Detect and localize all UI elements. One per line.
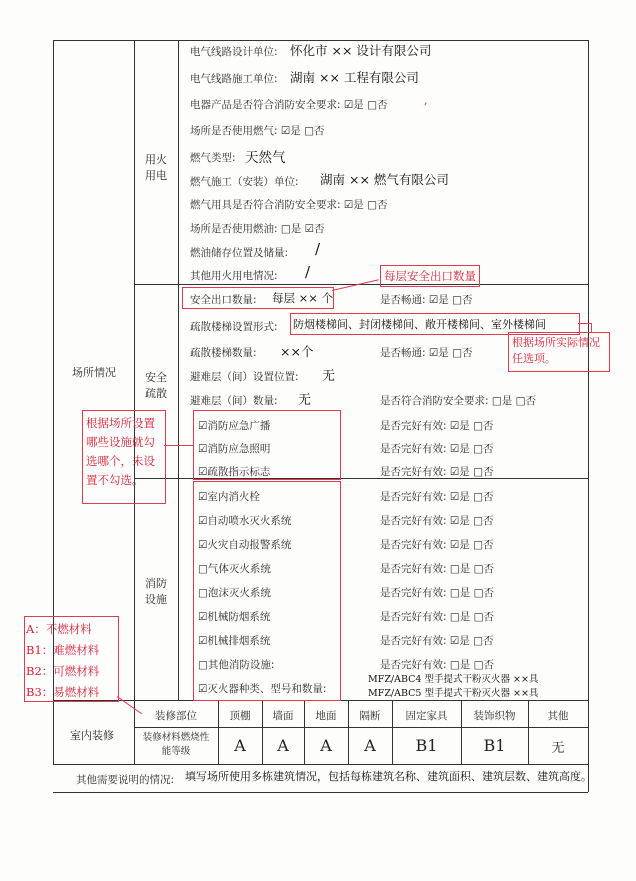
other-fire-value: /	[305, 263, 311, 281]
oil-storage-label: 燃油储存位置及储量:	[190, 247, 289, 259]
decor-header-label: 装修部位	[155, 710, 197, 722]
exits-note-connector	[332, 279, 379, 291]
fire-item-status: 是否完好有效: ☑是 □否	[380, 635, 494, 647]
col-divider-2	[178, 40, 179, 700]
fire-item-status: 是否完好有效: ☑是 □否	[380, 539, 494, 551]
decor-value-other: 无	[551, 741, 565, 756]
gas-use: 场所是否使用燃气: ☑是 □否	[190, 125, 325, 137]
fire-item-status: 是否完好有效: ☑是 □否	[380, 491, 494, 503]
decor-col-fabric: 装饰织物	[473, 710, 516, 722]
fire-item: ☑室内消火栓	[198, 491, 260, 503]
evac-item-status: 是否完好有效: ☑是 □否	[380, 466, 494, 478]
gas-type-label: 燃气类型:	[190, 152, 236, 164]
section-divider-4	[53, 764, 588, 765]
legend-item: B3：易燃材料	[26, 685, 100, 699]
other-fire-label: 其他用火用电情况:	[190, 270, 278, 282]
design-unit-value: 怀化市 ×× 设计有限公司	[290, 43, 432, 58]
evac-item: ☑疏散指示标志	[198, 466, 271, 478]
legend-item: A：不燃材料	[26, 622, 92, 636]
stair-note-connector	[578, 323, 592, 324]
stair-count-label: 疏散楼梯数量:	[190, 347, 257, 359]
gas-appliance-compliance: 燃气用具是否符合消防安全要求: ☑是 □否	[190, 199, 388, 211]
evac-item: ☑消防应急广播	[198, 420, 271, 432]
decor-col-wall: 墙面	[272, 710, 294, 722]
refuge-count-label: 避难层（间）数量:	[190, 395, 278, 407]
exits-clear: 是否畅通: ☑是 □否	[380, 294, 473, 306]
evac-item: ☑消防应急照明	[198, 443, 271, 455]
fire-item-status: 是否完好有效: □是 □否	[380, 611, 495, 623]
oil-storage-value: /	[315, 240, 321, 258]
facility-note: 根据场所设置哪些设施就勾选哪个，未设置不勾选。	[86, 416, 155, 487]
refuge-count-value: 无	[298, 393, 312, 408]
decor-value-furniture: B1	[415, 736, 438, 755]
table-right-border	[588, 40, 589, 792]
other-notes-value: 填写场所使用多栋建筑情况，包括每栋建筑名称、建筑面积、建筑层数、建筑高度。	[185, 770, 592, 783]
decor-value-partition: A	[364, 736, 376, 755]
exits-note: 每层安全出口数量	[384, 269, 476, 283]
decor-col-furniture: 固定家具	[405, 710, 448, 722]
decor-col-other: 其他	[547, 710, 569, 722]
decor-value-floor: A	[320, 736, 332, 755]
gas-type-value: 天然气	[245, 150, 286, 166]
gas-install-value: 湖南 ×× 燃气有限公司	[320, 172, 449, 187]
legend-item: B2：可燃材料	[26, 664, 100, 678]
section-decor: 室内装修	[70, 729, 114, 742]
decor-row-divider	[134, 727, 588, 728]
extinguisher-line-2: MFZ/ABC5 型手提式干粉灭火器 ××具	[368, 688, 539, 699]
stair-count-clear: 是否畅通: ☑是 □否	[380, 347, 473, 359]
decor-value-fabric: B1	[483, 736, 506, 755]
oil-use: 场所是否使用燃油: □是 ☑否	[190, 223, 325, 235]
decor-row-label: 装修材料燃烧性能等级	[142, 732, 210, 757]
gas-install-label: 燃气施工（安装）单位:	[190, 176, 299, 188]
construct-unit-label: 电气线路施工单位:	[190, 73, 278, 85]
fire-item: ☑机械排烟系统	[198, 635, 271, 647]
elec-compliance: 电器产品是否符合消防安全要求: ☑是 □否	[190, 99, 388, 111]
stair-form-label: 疏散楼梯设置形式:	[190, 321, 278, 333]
section-fire-elec: 用火用电	[145, 153, 167, 182]
refuge-pos-label: 避难层（间）设置位置:	[190, 371, 299, 383]
extinguisher-line-1: MFZ/ABC4 型手提式干粉灭火器 ××具	[368, 674, 539, 685]
construct-unit-value: 湖南 ×× 工程有限公司	[290, 70, 419, 85]
decor-value-wall: A	[277, 736, 289, 755]
evac-item-status: 是否完好有效: ☑是 □否	[380, 420, 494, 432]
section-evac: 安全疏散	[145, 371, 167, 400]
fire-item: ☑机械防烟系统	[198, 611, 271, 623]
fire-item: □其他消防设施:	[198, 659, 275, 671]
decor-col-floor: 地面	[315, 710, 337, 722]
extinguisher-label: ☑灭火器种类、型号和数量:	[198, 683, 327, 695]
fire-item: ☑自动喷水灭火系统	[198, 515, 292, 527]
decor-value-ceiling: A	[234, 736, 246, 755]
legend-item: B1：难燃材料	[26, 643, 100, 657]
exits-value: 每层 ×× 个	[272, 291, 334, 305]
refuge-pos-value: 无	[322, 369, 336, 384]
decor-col-ceiling: 顶棚	[229, 710, 251, 722]
red-tick-mark: ,	[424, 94, 428, 107]
fire-item: □气体灭火系统	[198, 563, 271, 575]
fire-item: □泡沫灭火系统	[198, 587, 271, 599]
col-divider-1	[134, 40, 135, 700]
fire-item-status: 是否完好有效: □是 □否	[380, 587, 495, 599]
fire-item-status: 是否完好有效: ☑是 □否	[380, 515, 494, 527]
decor-col-partition: 隔断	[359, 710, 381, 722]
other-notes-label: 其他需要说明的情况:	[76, 774, 175, 786]
fire-item-status: 是否完好有效: □是 □否	[380, 659, 495, 671]
table-bottom-border	[53, 792, 588, 793]
section-fire-facilities: 消防设施	[145, 577, 167, 606]
fire-item-status: 是否完好有效: □是 □否	[380, 563, 495, 575]
facility-note-connector	[164, 445, 193, 446]
stair-count-value: ××个	[280, 344, 314, 359]
design-unit-label: 电气线路设计单位:	[190, 46, 278, 58]
fire-item: ☑火灾自动报警系统	[198, 539, 292, 551]
legend-connector	[117, 696, 142, 714]
stair-note-connector	[591, 323, 592, 333]
refuge-compliance: 是否符合消防安全要求: □是 □否	[380, 395, 537, 407]
section-site: 场所情况	[72, 366, 116, 379]
stair-form-value: 防烟楼梯间、封闭楼梯间、敞开楼梯间、室外楼梯间	[293, 318, 546, 331]
evac-item-status: 是否完好有效: ☑是 □否	[380, 443, 494, 455]
exits-label: 安全出口数量:	[190, 294, 257, 306]
stair-note: 根据场所实际情况任选项。	[512, 336, 600, 365]
